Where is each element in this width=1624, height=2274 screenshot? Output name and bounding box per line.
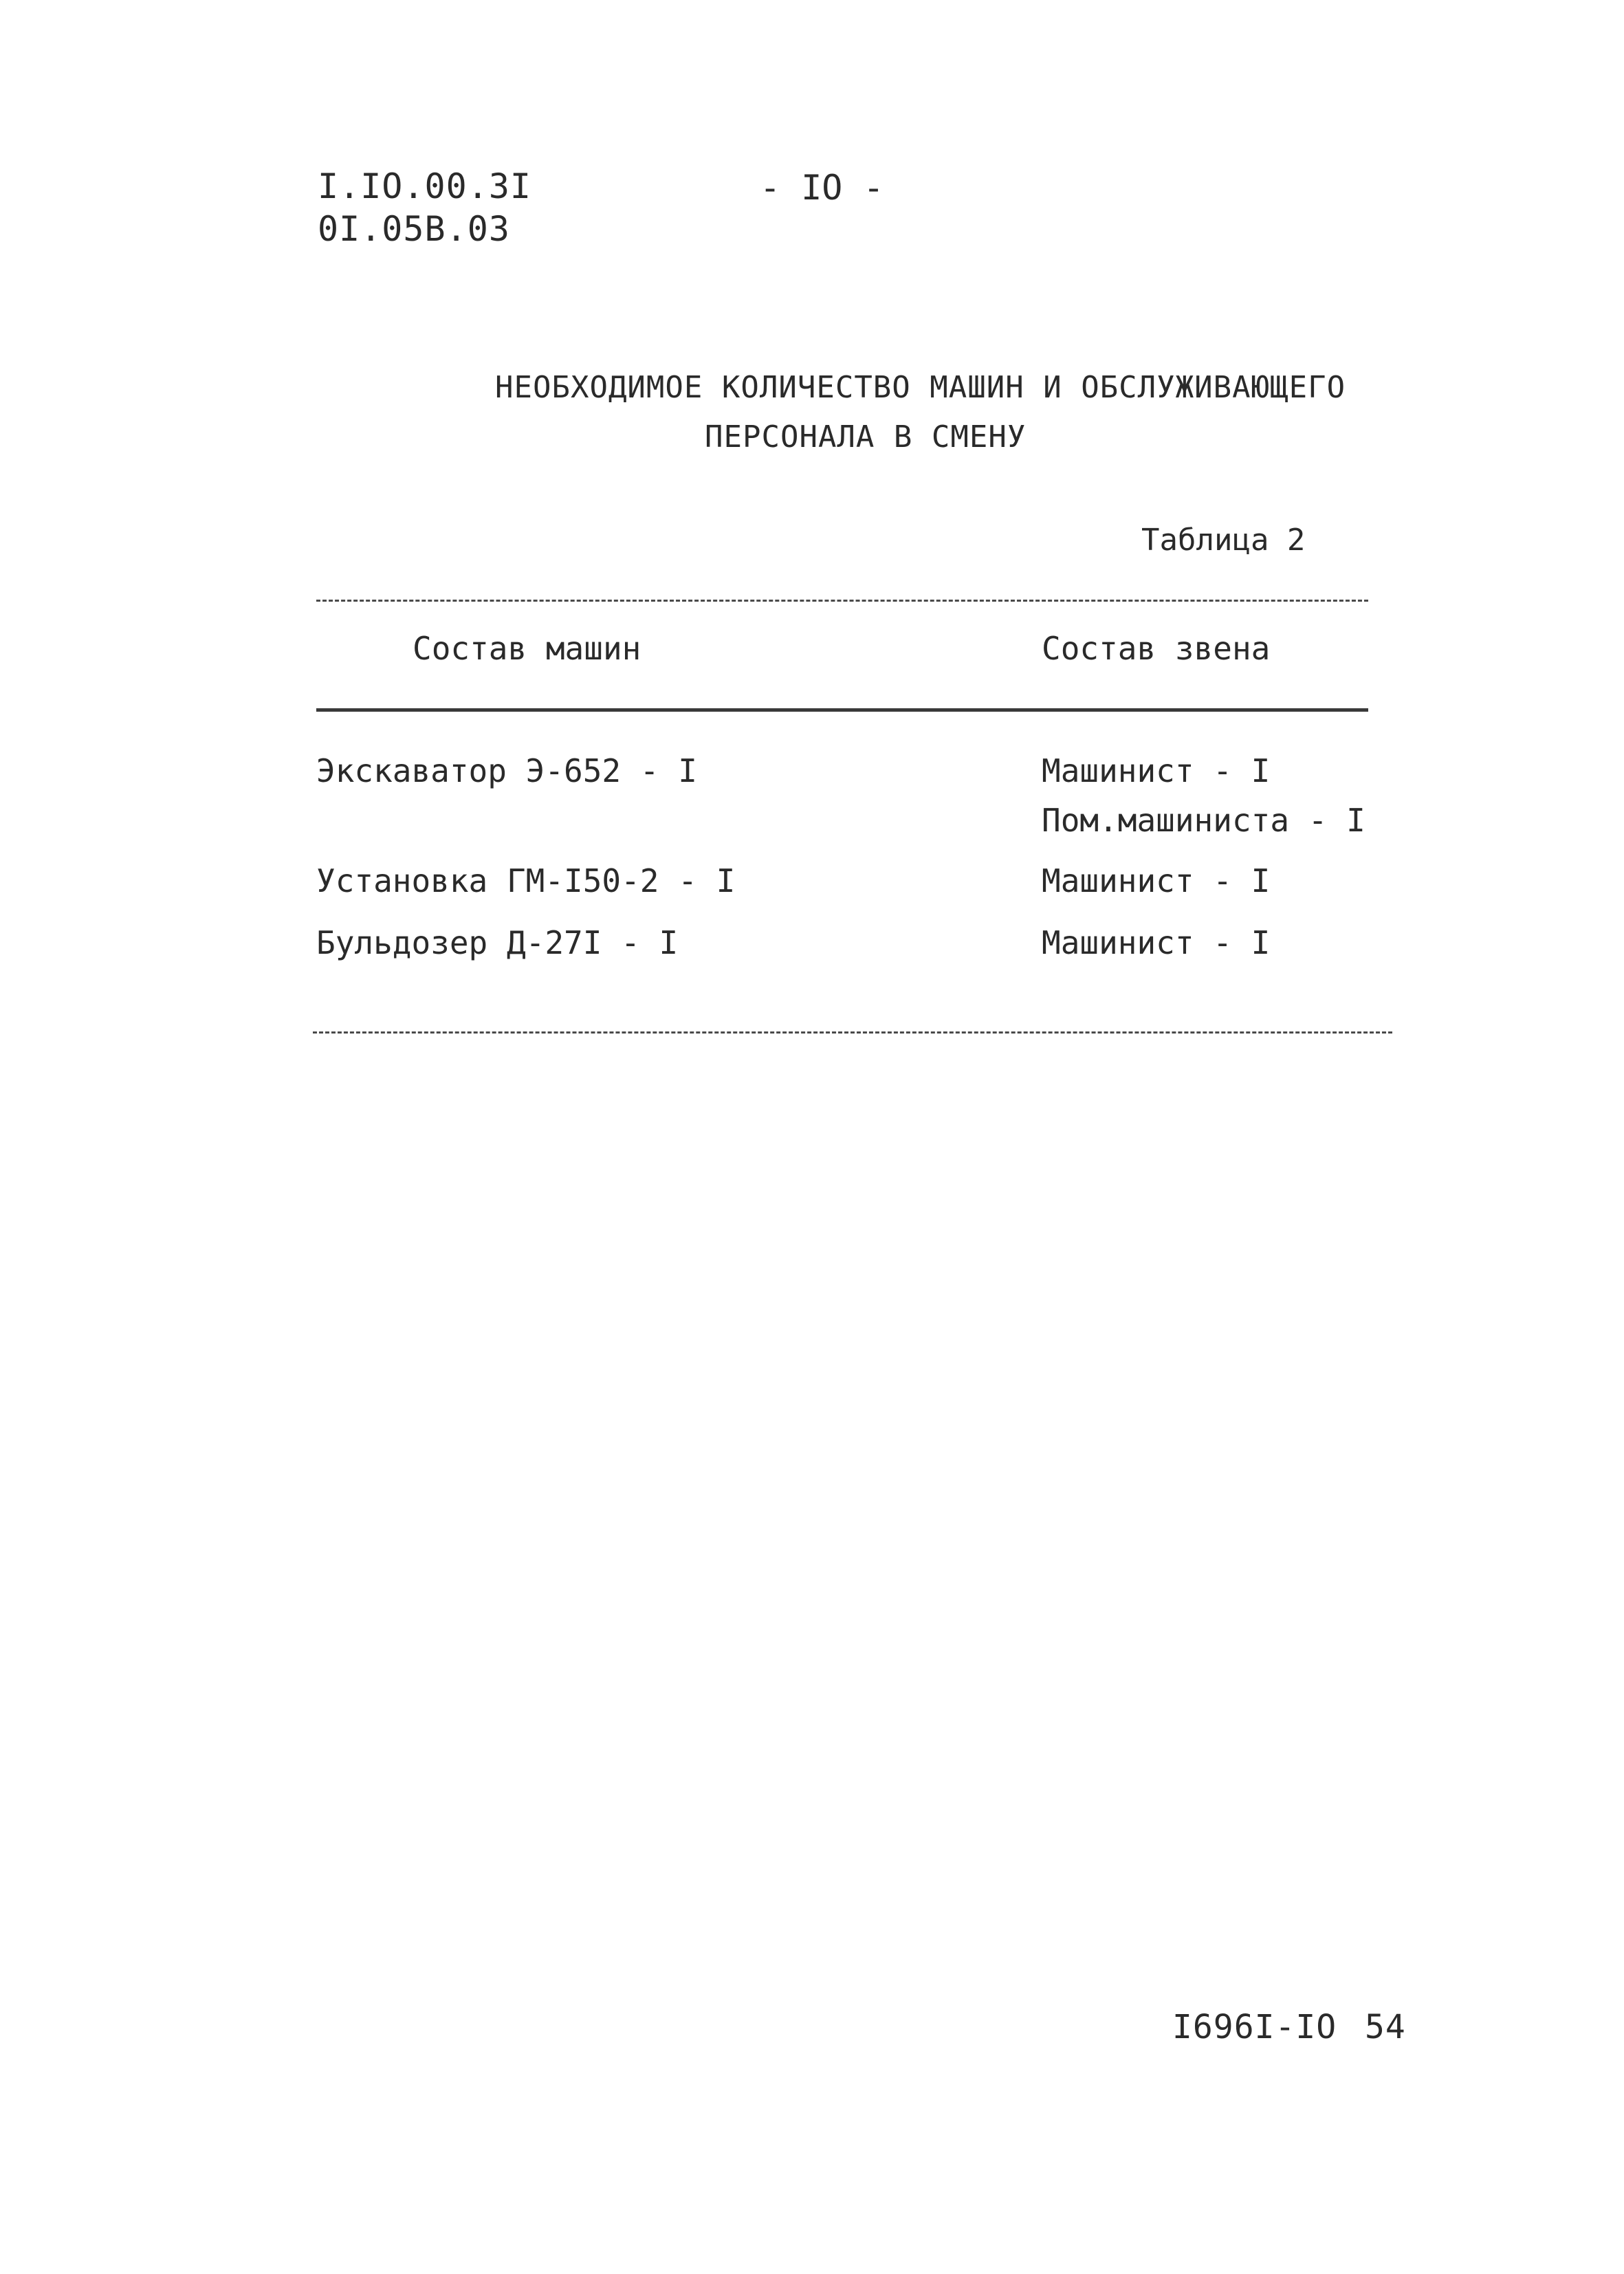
table-header-rule <box>316 708 1368 712</box>
table-label: Таблица 2 <box>1141 523 1306 558</box>
crew-item: Машинист - I <box>1042 924 1271 961</box>
machine-cell: Экскаватор Э-652 - I <box>316 752 697 789</box>
footer-doc-code: I696I-IO <box>1172 2008 1337 2046</box>
table-row <box>316 856 735 906</box>
crew-cell <box>1042 746 1365 845</box>
crew-item: Пом.машиниста - I <box>1042 802 1365 839</box>
document-code-line1: I.IO.00.3I <box>318 166 532 206</box>
table-bottom-rule <box>313 1031 1392 1034</box>
machine-cell: Бульдозер Д-27I - I <box>316 924 679 961</box>
table-row <box>316 746 697 796</box>
table-row <box>316 918 678 967</box>
document-title-line2: ПЕРСОНАЛА В СМЕНУ <box>705 419 1027 455</box>
machine-cell: Установка ГМ-I50-2 - I <box>316 862 736 899</box>
page-number: - IO - <box>760 168 884 208</box>
crew-cell <box>1042 918 1270 967</box>
column-header-machines: Состав машин <box>413 630 641 667</box>
crew-item: Машинист - I <box>1042 752 1271 789</box>
document-code-line2: 0I.05B.03 <box>318 209 510 249</box>
column-header-crew: Состав звена <box>1042 630 1271 667</box>
document-code <box>318 165 531 250</box>
table-top-rule <box>316 600 1368 602</box>
crew-item: Машинист - I <box>1042 862 1271 899</box>
document-title-line1: НЕОБХОДИМОЕ КОЛИЧЕСТВО МАШИН И ОБСЛУЖИВАЮЩЕГО <box>495 370 1346 405</box>
crew-cell <box>1042 856 1270 906</box>
footer-sheet-number: 54 <box>1365 2008 1406 2046</box>
